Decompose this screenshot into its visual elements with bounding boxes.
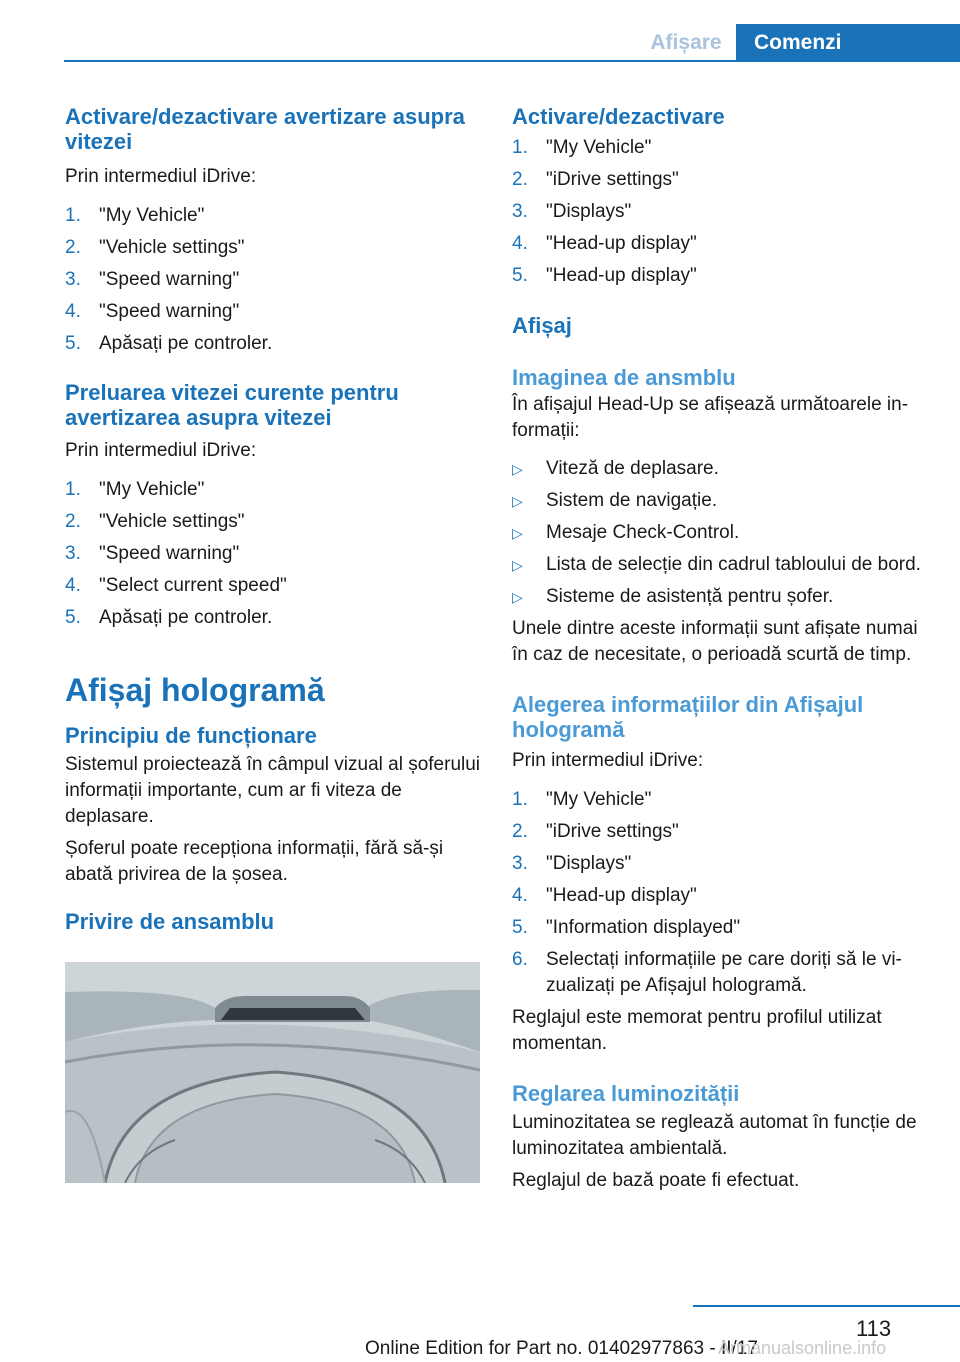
section-title-display: Afișaj bbox=[512, 313, 572, 338]
paragraph: Șoferul poate recepționa informații, fără să-și abată privirea de la șosea. bbox=[65, 838, 444, 885]
steps-list bbox=[512, 787, 926, 999]
list-item: 1. "My Vehicle" bbox=[512, 789, 652, 810]
header-tab-section: Afișare bbox=[650, 31, 722, 54]
triangle-bullet-icon: ▷ bbox=[512, 557, 523, 573]
paragraph: În afișajul Head-Up se afișează următoarele informații: bbox=[512, 394, 909, 441]
list-item: 3. "Speed warning" bbox=[65, 269, 240, 290]
list-item: 5. "Information displayed" bbox=[512, 917, 741, 938]
section-title-principle: Principiu de funcționare bbox=[65, 723, 317, 748]
list-item: 2. "Vehicle settings" bbox=[65, 237, 245, 258]
page-number: 113 bbox=[856, 1316, 892, 1341]
list-item: 5. Apăsați pe controler. bbox=[65, 607, 273, 628]
intro-text: Prin intermediul iDrive: bbox=[512, 750, 704, 771]
intro-text: Prin intermediul iDrive: bbox=[65, 440, 257, 461]
list-item: 1. "My Vehicle" bbox=[512, 137, 652, 158]
list-item: 2. "iDrive settings" bbox=[512, 821, 679, 842]
section-title-overview: Privire de ansamblu bbox=[65, 909, 275, 934]
left-column bbox=[65, 104, 481, 934]
paragraph: Unele dintre aceste informații sunt afișate numai în caz de necesitate, o perioadă scurtă de timp. bbox=[512, 618, 918, 665]
steps-list bbox=[512, 135, 926, 289]
triangle-bullet-icon: ▷ bbox=[512, 589, 523, 605]
list-item: ▷ Mesaje Check-Control. bbox=[512, 520, 926, 546]
triangle-bullet-icon: ▷ bbox=[512, 525, 523, 541]
list-item: 1. "My Vehicle" bbox=[65, 479, 205, 500]
list-item: 4. "Select current speed" bbox=[65, 575, 287, 596]
footer-rule bbox=[693, 1305, 960, 1307]
paragraph: Luminozitatea se reglează automat în funcție de luminozitatea ambientală. bbox=[512, 1112, 917, 1159]
paragraph: Reglajul este memorat pentru profilul utilizat momentan. bbox=[512, 1007, 882, 1054]
section-title-choose-info: Alegerea informațiilor din Afișajul hologramă bbox=[512, 692, 864, 742]
intro-text: Prin intermediul iDrive: bbox=[65, 166, 257, 187]
section-title-brightness: Reglarea luminozității bbox=[512, 1081, 740, 1106]
steps-list bbox=[65, 477, 481, 631]
list-item: 2. "Vehicle settings" bbox=[65, 511, 245, 532]
chapter-title: Afișaj hologramă bbox=[65, 672, 325, 708]
list-item: 4. "Head-up display" bbox=[512, 885, 697, 906]
triangle-bullet-icon: ▷ bbox=[512, 493, 523, 509]
list-item: 3. "Displays" bbox=[512, 853, 632, 874]
list-item: 3. "Displays" bbox=[512, 201, 632, 222]
triangle-bullet-icon: ▷ bbox=[512, 461, 523, 477]
section-title-activation: Activare/dezactivare bbox=[512, 104, 725, 129]
list-item: 6. Selectați informațiile pe care doriți să le vizualizați pe Afișajul hologramă. bbox=[512, 949, 902, 996]
edition-text: Online Edition for Part no. 01402977863 - II/17 bbox=[365, 1338, 758, 1359]
list-item: 4. "Speed warning" bbox=[65, 301, 240, 322]
list-item: ▷ Viteză de deplasare. bbox=[512, 456, 926, 482]
section-title-speed-warning-toggle: Activare/dezactivare avertizare asupra vitezei bbox=[65, 104, 465, 154]
bullet-list bbox=[512, 456, 926, 610]
list-item: ▷ Sistem de navigație. bbox=[512, 488, 926, 514]
steps-list bbox=[65, 203, 481, 357]
paragraph: Reglajul de bază poate fi efectuat. bbox=[512, 1170, 800, 1191]
right-column bbox=[512, 104, 926, 1194]
section-title-overview-image: Imaginea de ansmblu bbox=[512, 365, 736, 390]
list-item: 5. "Head-up display" bbox=[512, 265, 697, 286]
list-item: ▷ Lista de selecție din cadrul tabloului de bord. bbox=[512, 552, 926, 578]
list-item: ▷ Sisteme de asistență pentru șofer. bbox=[512, 584, 926, 610]
header-rule bbox=[64, 60, 960, 62]
paragraph: Sistemul proiectează în câmpul vizual al șoferului informații importante, cum ar fi viteza de deplasare. bbox=[65, 754, 481, 827]
section-title-current-speed: Preluarea vitezei curente pentru avertizarea asupra vitezei bbox=[65, 380, 399, 430]
list-item: 5. Apăsați pe controler. bbox=[65, 333, 273, 354]
dashboard-illustration bbox=[65, 962, 480, 1183]
list-item: 4. "Head-up display" bbox=[512, 233, 697, 254]
list-item: 1. "My Vehicle" bbox=[65, 205, 205, 226]
watermark: Armanualsonline.info bbox=[718, 1338, 887, 1358]
list-item: 3. "Speed warning" bbox=[65, 543, 240, 564]
header-tab-chapter: Comenzi bbox=[736, 24, 960, 62]
list-item: 2. "iDrive settings" bbox=[512, 169, 679, 190]
